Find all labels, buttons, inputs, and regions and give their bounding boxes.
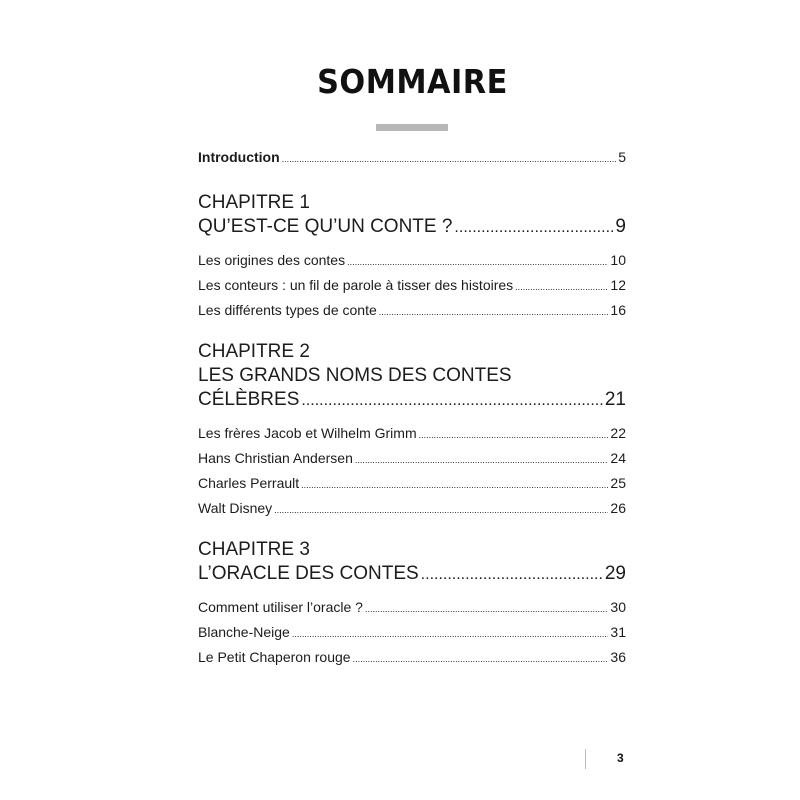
toc-entry-label: Les origines des contes: [198, 252, 346, 268]
dot-leader: [282, 154, 617, 164]
toc-entry[interactable]: [198, 595, 626, 620]
dot-leader: [379, 300, 609, 325]
dot-leader: [292, 622, 609, 647]
toc-entry-page: 10: [610, 252, 626, 268]
toc-entry-label: Les conteurs : un fil de parole à tisser des histoires: [198, 277, 514, 293]
toc-entry-page: 29: [604, 563, 626, 584]
chapter-title-line: LES GRANDS NOMS DES CONTES: [198, 365, 512, 386]
toc-entry-label: Introduction: [198, 149, 280, 165]
chapter-title: CÉLÈBRES: [198, 389, 300, 410]
toc-entry-label: Les différents types de conte: [198, 302, 377, 318]
title-underline: [376, 124, 448, 131]
dot-leader: [454, 216, 613, 240]
folio-divider: [585, 749, 586, 769]
toc-entry[interactable]: [198, 496, 626, 521]
dot-leader: [365, 597, 608, 622]
toc-entry[interactable]: [198, 298, 626, 323]
toc-entry-label: Blanche-Neige: [198, 624, 290, 640]
dot-leader: [421, 563, 603, 587]
toc-entry-label: Hans Christian Andersen: [198, 450, 353, 466]
dot-leader: [347, 250, 608, 275]
toc-entry-page: 12: [610, 277, 626, 293]
toc-entry-page: 25: [610, 475, 626, 491]
chapter-number: CHAPITRE 3: [198, 539, 310, 560]
toc-entry-label: Le Petit Chaperon rouge: [198, 649, 351, 665]
toc-entry[interactable]: [198, 471, 626, 496]
toc-entry[interactable]: [198, 446, 626, 471]
table-of-contents: [198, 149, 626, 687]
chapter-number: CHAPITRE 1: [198, 192, 310, 213]
chapter-number: CHAPITRE 2: [198, 341, 310, 362]
toc-entry-page: 5: [618, 149, 626, 165]
toc-entry[interactable]: [198, 620, 626, 645]
page-number: 3: [617, 751, 624, 765]
dot-leader: [515, 275, 608, 300]
toc-entry-label: Les frères Jacob et Wilhelm Grimm: [198, 425, 417, 441]
toc-entry[interactable]: [198, 248, 626, 273]
dot-leader: [353, 647, 609, 672]
dot-leader: [301, 389, 602, 413]
toc-entry-page: 16: [610, 302, 626, 318]
toc-entry-chapter-title[interactable]: [198, 388, 626, 413]
toc-entry-label: Walt Disney: [198, 500, 273, 516]
toc-entry[interactable]: [198, 421, 626, 446]
toc-entry-page: 30: [610, 599, 626, 615]
dot-leader: [419, 423, 609, 448]
toc-entry-page: 24: [610, 450, 626, 466]
toc-entry-chapter-title[interactable]: [198, 562, 626, 587]
toc-entry-introduction[interactable]: [198, 149, 626, 173]
toc-entry[interactable]: [198, 273, 626, 298]
toc-entry-page: 22: [610, 425, 626, 441]
chapter-block: [198, 538, 626, 670]
toc-entry-page: 36: [610, 649, 626, 665]
toc-entry[interactable]: [198, 645, 626, 670]
toc-entry-label: Charles Perrault: [198, 475, 300, 491]
dot-leader: [355, 448, 609, 473]
page-title: SOMMAIRE: [317, 62, 508, 101]
toc-entry-page: 21: [604, 389, 626, 410]
dot-leader: [301, 473, 608, 498]
chapter-block: [198, 340, 626, 521]
toc-entry-chapter-title[interactable]: [198, 215, 626, 240]
chapter-block: [198, 191, 626, 323]
toc-entry-page: 26: [610, 500, 626, 516]
chapter-title: L’ORACLE DES CONTES: [198, 563, 419, 584]
chapter-title: QU’EST-CE QU’UN CONTE ?: [198, 216, 453, 237]
toc-entry-page: 31: [610, 624, 626, 640]
toc-entry-page: 9: [615, 216, 626, 237]
dot-leader: [274, 498, 608, 523]
toc-entry-label: Comment utiliser l’oracle ?: [198, 599, 363, 615]
